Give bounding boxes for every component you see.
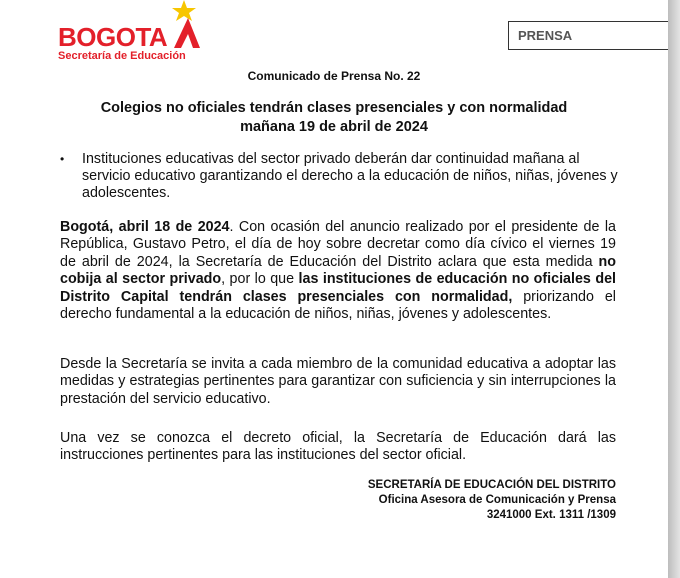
paragraph-1-text-b: , por lo que (221, 271, 299, 288)
paragraph-3: Una vez se conozca el decreto oficial, la Secretaría de Educación dará las instrucciones pertinentes para las instituciones del sector oficial. (60, 430, 616, 464)
paragraph-2: Desde la Secretaría se invita a cada miembro de la comunidad educativa a adoptar las medidas y estrategias pertinentes para garantizar con suficiencia y sin interrupciones la prestación del servicio educativo. (60, 356, 616, 407)
signature-line-1: SECRETARÍA DE EDUCACIÓN DEL DISTRITO (367, 479, 616, 491)
bullet-icon: • (60, 152, 65, 166)
signature-block (300, 478, 616, 523)
bullet-list (60, 151, 620, 202)
page-edge-shadow (668, 0, 680, 578)
document-title (60, 99, 608, 137)
signature-line-3: 3241000 Ext. 1311 /1309 (486, 509, 616, 521)
bogota-logo (58, 0, 198, 70)
bullet-item (60, 151, 620, 202)
paragraph-1-bold-b: las instituciones de educación no oficiales del Distrito Capital tendrán clases presenciales con normalidad, (60, 271, 616, 305)
logo-subtitle: Secretaría de Educación (58, 50, 186, 62)
title-line-1: Colegios no oficiales tendrán clases presenciales y con normalidad (100, 100, 568, 116)
paragraph-1-text-a: . Con ocasión del anuncio realizado por el presidente de la República, Gustavo Petro, el día de hoy sobre decretar como día cívico el viernes 19 de abril de 2024, la Secretaría de Educación del Distrito aclara que esta medida (60, 219, 616, 270)
paragraph-1-text-c: priorizando el derecho fundamental a la educación de niños, niñas, jóvenes y adolescentes. (60, 288, 616, 323)
paragraph-1-bold-a: no cobija al sector privado (60, 253, 616, 288)
prensa-label-box: PRENSA (508, 21, 672, 50)
bullet-text: Instituciones educativas del sector privado deberán dar continuidad mañana al servicio educativo garantizando el derecho a la educación de niños, niñas, jóvenes y adolescentes. (82, 151, 618, 201)
title-line-2: mañana 19 de abril de 2024 (240, 119, 428, 135)
logo-wordmark: BOGOTA (58, 22, 168, 52)
dateline: Bogotá, abril 18 de 2024 (60, 219, 230, 235)
paragraph-1 (60, 219, 616, 323)
comunicado-number: Comunicado de Prensa No. 22 (247, 69, 421, 83)
signature-line-2: Oficina Asesora de Comunicación y Prensa (378, 494, 616, 506)
